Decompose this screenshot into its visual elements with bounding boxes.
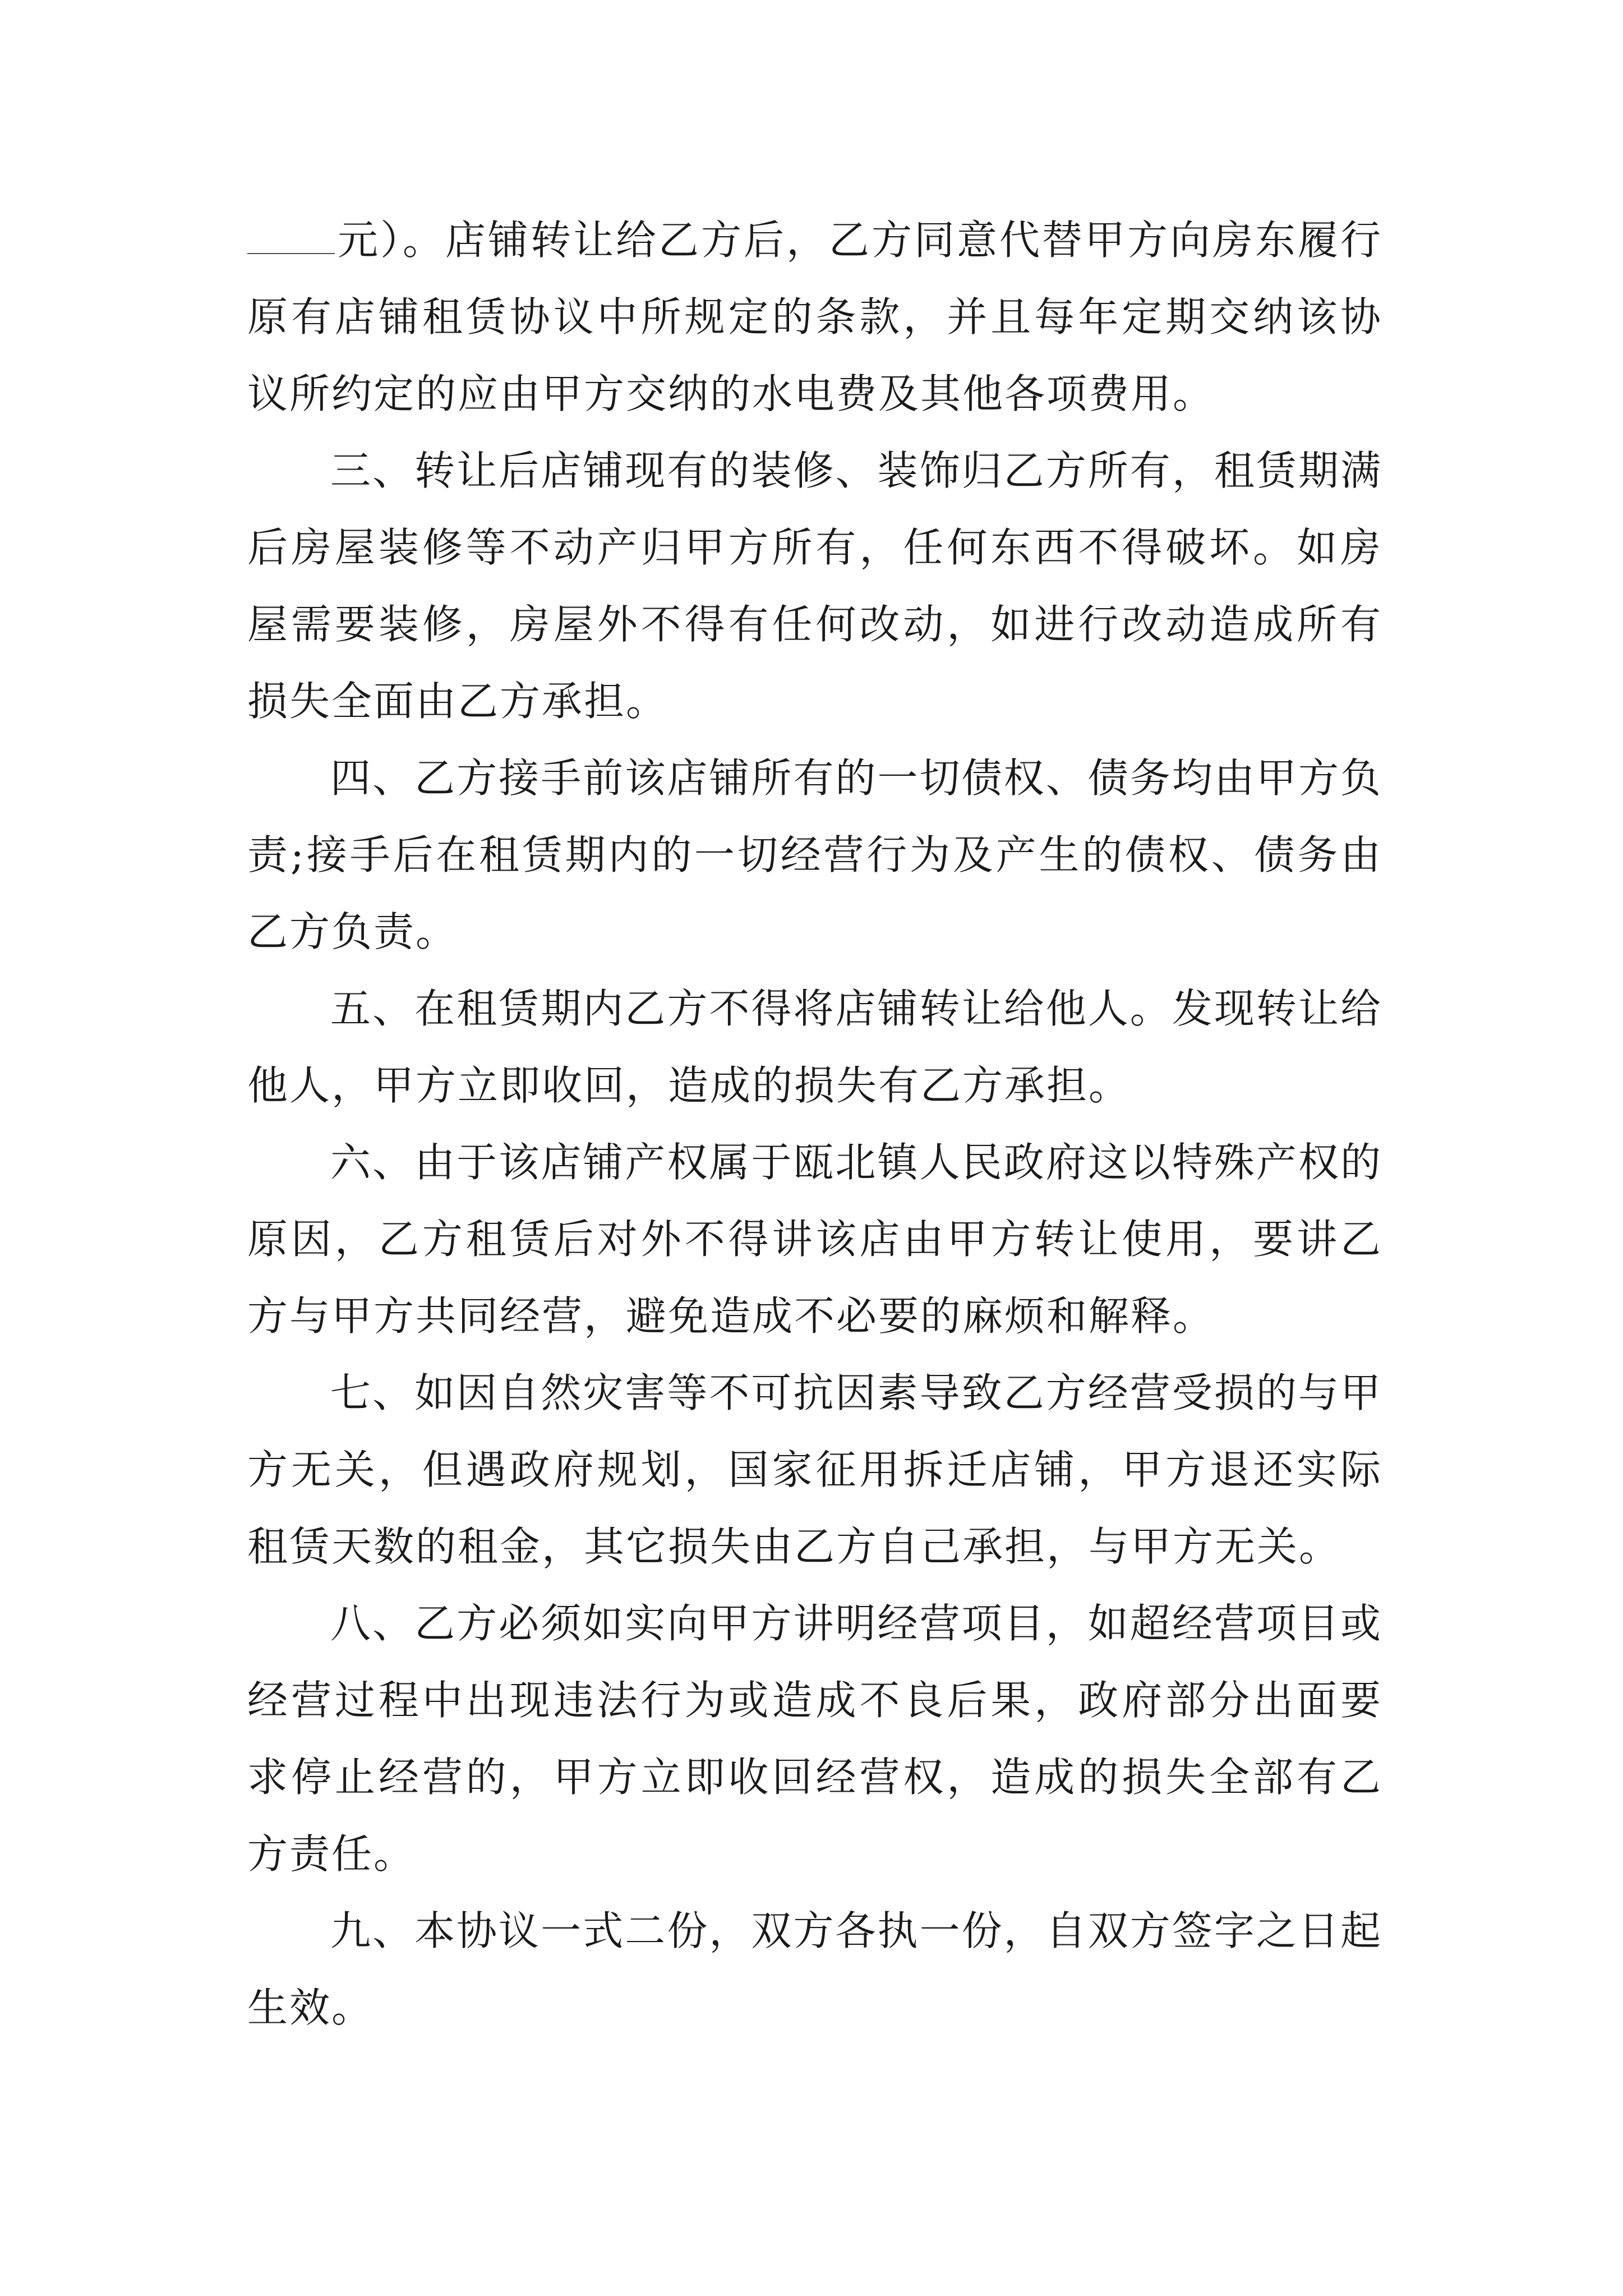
paragraph-clause-3: 三、转让后店铺现有的装修、装饰归乙方所有，租赁期满后房屋装修等不动产归甲方所有，任何东西不得破坏。如房屋需要装修，房屋外不得有任何改动，如进行改动造成所有损失全面由乙方承担。 <box>247 447 1382 725</box>
paragraph-clause-4: 四、乙方接手前该店铺所有的一切债权、债务均由甲方负责;接手后在租赁期内的一切经营行为及产生的债权、债务由乙方负责。 <box>247 754 1382 955</box>
paragraph-clause-5: 五、在租赁期内乙方不得将店铺转让给他人。发现转让给他人，甲方立即收回，造成的损失有乙方承担。 <box>247 985 1382 1109</box>
paragraph-text: 元）。店铺转让给乙方后，乙方同意代替甲方向房东履行原有店铺租赁协议中所规定的条款，并且每年定期交纳该协议所约定的应由甲方交纳的水电费及其他各项费用。 <box>247 217 1382 417</box>
paragraph-clause-6: 六、由于该店铺产权属于瓯北镇人民政府这以特殊产权的原因，乙方租赁后对外不得讲该店由甲方转让使用，要讲乙方与甲方共同经营，避免造成不必要的麻烦和解释。 <box>247 1139 1382 1340</box>
fill-in-blank <box>247 217 335 254</box>
paragraph-clause-8: 八、乙方必须如实向甲方讲明经营项目，如超经营项目或经营过程中出现违法行为或造成不良后果，政府部分出面要求停止经营的，甲方立即收回经营权，造成的损失全部有乙方责任。 <box>247 1600 1382 1878</box>
paragraph-continuation <box>247 202 1382 432</box>
paragraph-clause-7: 七、如因自然灾害等不可抗因素导致乙方经营受损的与甲方无关，但遇政府规划，国家征用拆迁店铺，甲方退还实际租赁天数的租金，其它损失由乙方自己承担，与甲方无关。 <box>247 1369 1382 1570</box>
paragraph-clause-9: 九、本协议一式二份，双方各执一份，自双方签字之日起生效。 <box>247 1907 1382 2031</box>
document-body <box>247 202 1382 2046</box>
